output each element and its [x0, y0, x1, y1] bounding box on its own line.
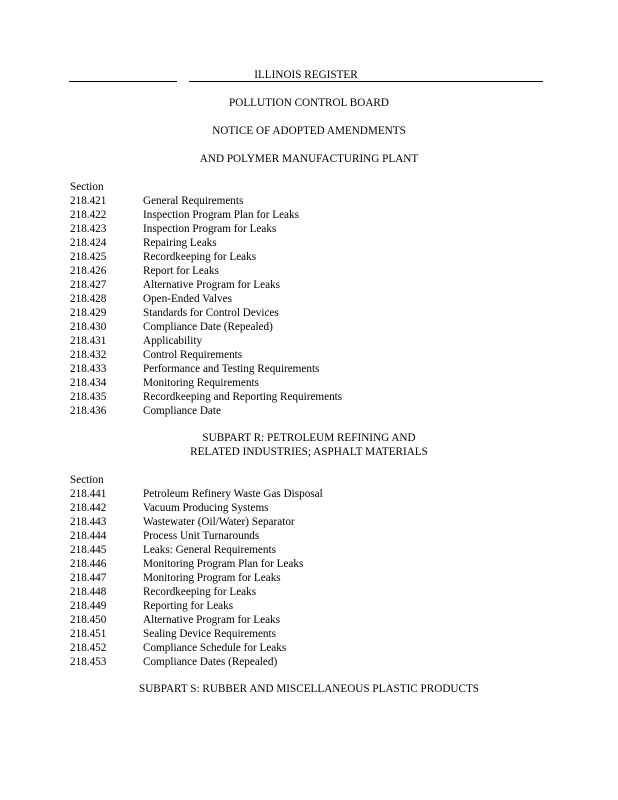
- section-entry: [70, 390, 342, 404]
- section-label-1: Section: [70, 181, 104, 193]
- section-number: 218.436: [70, 405, 107, 417]
- section-number: 218.425: [70, 251, 107, 263]
- section-title: Inspection Program for Leaks: [143, 223, 277, 235]
- section-title: Recordkeeping and Reporting Requirements: [143, 391, 343, 403]
- section-number: 218.422: [70, 209, 107, 221]
- section-number: 218.453: [70, 656, 107, 668]
- register-header: [69, 69, 543, 82]
- section-number: 218.441: [70, 488, 107, 500]
- section-entry: [70, 641, 323, 655]
- section-number: 218.428: [70, 293, 107, 305]
- section-title: Sealing Device Requirements: [143, 628, 276, 640]
- section-title: General Requirements: [143, 195, 244, 207]
- section-number: 218.443: [70, 516, 107, 528]
- section-entry: [70, 208, 342, 222]
- section-title: Alternative Program for Leaks: [143, 614, 280, 626]
- subpart-r-line2: RELATED INDUSTRIES; ASPHALT MATERIALS: [190, 446, 428, 458]
- section-title: Petroleum Refinery Waste Gas Disposal: [143, 488, 323, 500]
- section-number: 218.435: [70, 391, 107, 403]
- section-number: 218.433: [70, 363, 107, 375]
- section-entry: [70, 613, 323, 627]
- section-number: 218.431: [70, 335, 107, 347]
- section-number: 218.432: [70, 349, 107, 361]
- section-entry: [70, 404, 342, 418]
- section-number: 218.426: [70, 265, 107, 277]
- section-entry: [70, 529, 323, 543]
- section-title: Performance and Testing Requirements: [143, 363, 320, 375]
- section-number: 218.452: [70, 642, 107, 654]
- board-name: POLLUTION CONTROL BOARD: [229, 97, 389, 109]
- section-entry: [70, 599, 323, 613]
- section-title: Recordkeeping for Leaks: [143, 251, 257, 263]
- section-entry: [70, 487, 323, 501]
- section-entry: [70, 194, 342, 208]
- section-entry: [70, 222, 342, 236]
- section-title: Inspection Program Plan for Leaks: [143, 209, 299, 221]
- section-number: 218.445: [70, 544, 107, 556]
- section-number: 218.421: [70, 195, 107, 207]
- section-title: Report for Leaks: [143, 265, 219, 277]
- section-number: 218.424: [70, 237, 107, 249]
- section-entry: [70, 376, 342, 390]
- section-title: Reporting for Leaks: [143, 600, 234, 612]
- section-title: Monitoring Requirements: [143, 377, 259, 389]
- section-title: Wastewater (Oil/Water) Separator: [143, 516, 295, 528]
- section-entry: [70, 320, 342, 334]
- subpart-r-line1: SUBPART R: PETROLEUM REFINING AND: [202, 432, 416, 444]
- section-title: Compliance Date: [143, 405, 221, 417]
- notice-title: NOTICE OF ADOPTED AMENDMENTS: [212, 125, 406, 137]
- section-entry: [70, 655, 323, 669]
- section-entry: [70, 627, 323, 641]
- section-number: 218.446: [70, 558, 107, 570]
- section-number: 218.444: [70, 530, 107, 542]
- section-number: 218.451: [70, 628, 107, 640]
- section-entry: [70, 334, 342, 348]
- section-title: Control Requirements: [143, 349, 243, 361]
- section-label-2: Section: [70, 474, 104, 486]
- section-number: 218.447: [70, 572, 107, 584]
- section-number: 218.430: [70, 321, 107, 333]
- section-title: Recordkeeping for Leaks: [143, 586, 257, 598]
- section-entry: [70, 585, 323, 599]
- section-entry: [70, 292, 342, 306]
- section-title: Monitoring Program for Leaks: [143, 572, 281, 584]
- section-title: Open-Ended Valves: [143, 293, 232, 305]
- section-number: 218.434: [70, 377, 107, 389]
- section-entry: [70, 515, 323, 529]
- section-number: 218.429: [70, 307, 107, 319]
- section-title: Alternative Program for Leaks: [143, 279, 280, 291]
- section-list-2: [70, 487, 323, 669]
- section-title: Monitoring Program Plan for Leaks: [143, 558, 304, 570]
- section-number: 218.423: [70, 223, 107, 235]
- section-title: Applicability: [143, 335, 203, 347]
- section-entry: [70, 306, 342, 320]
- section-title: Compliance Date (Repealed): [143, 321, 273, 333]
- section-title: Vacuum Producing Systems: [143, 502, 269, 514]
- section-entry: [70, 278, 342, 292]
- section-entry: [70, 348, 342, 362]
- section-entry: [70, 236, 342, 250]
- section-number: 218.448: [70, 586, 107, 598]
- subpart-continued-title: AND POLYMER MANUFACTURING PLANT: [199, 153, 419, 165]
- subpart-s-title: SUBPART S: RUBBER AND MISCELLANEOUS PLASTIC PRODUCTS: [139, 683, 479, 695]
- section-number: 218.442: [70, 502, 107, 514]
- section-entry: [70, 557, 323, 571]
- section-number: 218.427: [70, 279, 107, 291]
- section-title: Repairing Leaks: [143, 237, 217, 249]
- section-entry: [70, 571, 323, 585]
- section-entry: [70, 543, 323, 557]
- section-title: Standards for Control Devices: [143, 307, 279, 319]
- section-title: Compliance Schedule for Leaks: [143, 642, 287, 654]
- section-entry: [70, 250, 342, 264]
- section-title: Leaks: General Requirements: [143, 544, 276, 556]
- section-entry: [70, 362, 342, 376]
- section-entry: [70, 264, 342, 278]
- section-entry: [70, 501, 323, 515]
- section-title: Process Unit Turnarounds: [143, 530, 260, 542]
- section-list-1: [70, 194, 342, 418]
- section-number: 218.449: [70, 600, 107, 612]
- section-title: Compliance Dates (Repealed): [143, 656, 278, 668]
- section-number: 218.450: [70, 614, 107, 626]
- register-title: ILLINOIS REGISTER: [254, 69, 358, 81]
